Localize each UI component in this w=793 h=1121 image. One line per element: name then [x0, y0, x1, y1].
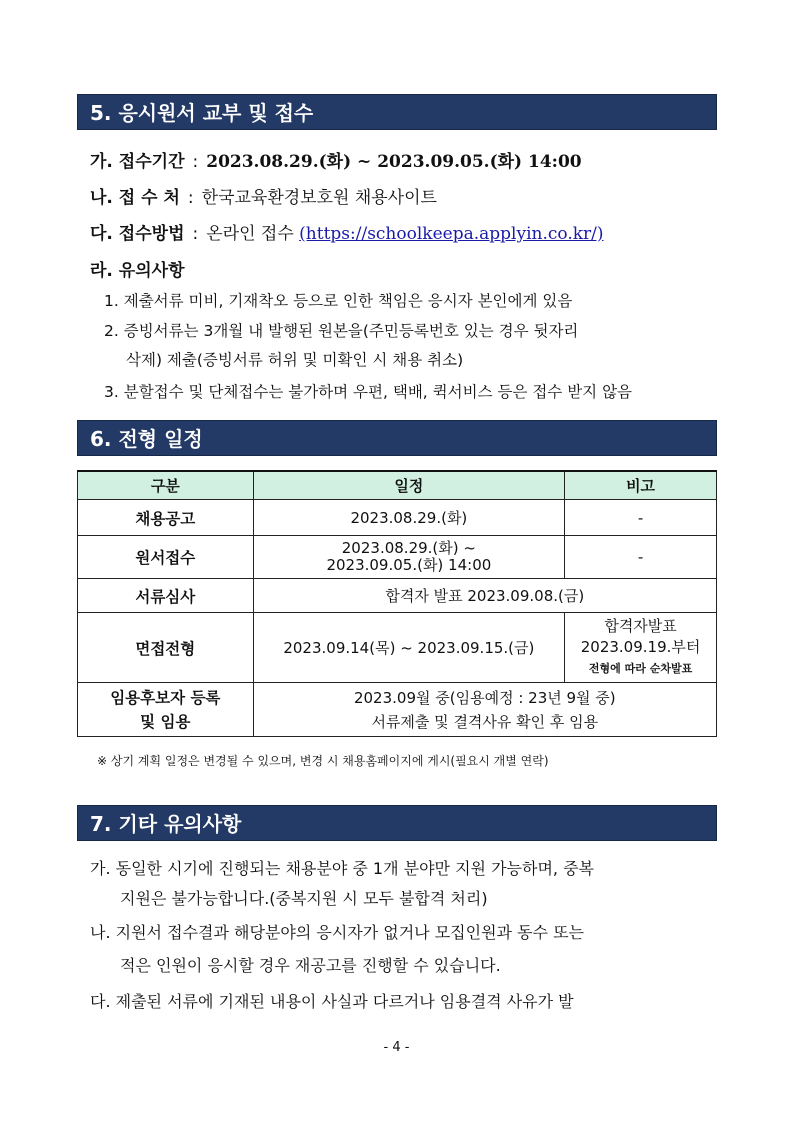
row-schedule-merged	[253, 683, 716, 737]
receipt-period-value: 2023.08.29.(화) ~ 2023.09.05.(화) 14:00	[206, 152, 582, 172]
schedule-line: 2023.09월 중(임용예정 : 23년 9월 중)	[353, 688, 616, 707]
header-remarks: 비고	[565, 471, 717, 500]
page-number: - 4 -	[383, 1040, 410, 1055]
receipt-method-line	[90, 219, 604, 244]
row-category: 서류심사	[78, 579, 254, 613]
row-category: 면접전형	[78, 613, 254, 683]
table-header-row	[78, 471, 717, 500]
caution-label: 라. 유의사항	[90, 261, 185, 281]
row-category: 원서접수	[78, 536, 254, 579]
schedule-table	[77, 470, 717, 737]
receipt-place-value: 한국교육환경보호원 채용사이트	[201, 188, 437, 208]
table-row	[78, 613, 717, 683]
separator: :	[187, 188, 194, 208]
section-7-header: 7. 기타 유의사항	[77, 805, 717, 841]
misc-item-2-cont: 적은 인원이 응시할 경우 재공고를 진행할 수 있습니다.	[120, 956, 501, 975]
row-category	[78, 683, 254, 737]
schedule-line: 2023.08.29.(화) ~	[341, 539, 476, 557]
receipt-method-label: 다. 접수방법	[90, 224, 185, 244]
misc-item-2: 나. 지원서 접수결과 해당분야의 응시자가 없거나 모집인원과 동수 또는	[90, 923, 584, 942]
receipt-place-label: 나. 접 수 처	[90, 188, 180, 208]
category-line: 임용후보자 등록	[110, 688, 221, 707]
row-schedule-merged: 합격자 발표 2023.09.08.(금)	[253, 579, 716, 613]
section-6-header: 6. 전형 일정	[77, 420, 717, 456]
row-remarks: -	[565, 500, 717, 536]
schedule-footnote: ※ 상기 계획 일정은 변경될 수 있으며, 변경 시 채용홈페이지에 게시(필요시 개별 연락)	[97, 754, 549, 768]
caution-item-1: 1. 제출서류 미비, 기재착오 등으로 인한 책임은 응시자 본인에게 있음	[104, 292, 573, 310]
receipt-place-line	[90, 183, 437, 208]
schedule-line: 서류제출 및 결격사유 확인 후 임용	[371, 712, 599, 731]
receipt-method-value: 온라인 접수	[206, 224, 294, 244]
schedule-line: 2023.09.05.(화) 14:00	[326, 556, 492, 574]
receipt-period-line	[90, 147, 582, 172]
receipt-period-label: 가. 접수기간	[90, 152, 185, 172]
remark-line: 합격자발표	[604, 617, 677, 635]
table-row	[78, 536, 717, 579]
row-remarks	[565, 613, 717, 683]
row-schedule	[253, 536, 565, 579]
row-remarks: -	[565, 536, 717, 579]
section-5-header: 5. 응시원서 교부 및 접수	[77, 94, 717, 130]
header-schedule: 일정	[253, 471, 565, 500]
table-row	[78, 500, 717, 536]
caution-heading	[90, 256, 185, 281]
misc-item-1-cont: 지원은 불가능합니다.(중복지원 시 모두 불합격 처리)	[120, 889, 488, 908]
remark-line: 전형에 따라 순차발표	[588, 662, 693, 675]
separator: :	[192, 224, 199, 244]
remark-line: 2023.09.19.부터	[580, 638, 701, 656]
caution-item-2: 2. 증빙서류는 3개월 내 발행된 원본을(주민등록번호 있는 경우 뒷자리	[104, 322, 579, 340]
separator: :	[192, 152, 199, 172]
misc-item-3: 다. 제출된 서류에 기재된 내용이 사실과 다르거나 임용결격 사유가 발	[90, 992, 574, 1011]
apply-site-link[interactable]: (https://schoolkeepa.applyin.co.kr/)	[299, 224, 604, 244]
category-line: 및 임용	[140, 712, 191, 731]
table-row	[78, 683, 717, 737]
table-row	[78, 579, 717, 613]
caution-item-2-cont: 삭제) 제출(증빙서류 허위 및 미확인 시 채용 취소)	[126, 351, 464, 369]
row-schedule: 2023.08.29.(화)	[253, 500, 565, 536]
row-category: 채용공고	[78, 500, 254, 536]
misc-item-1: 가. 동일한 시기에 진행되는 채용분야 중 1개 분야만 지원 가능하며, 중복	[90, 859, 594, 878]
row-schedule: 2023.09.14(목) ~ 2023.09.15.(금)	[253, 613, 565, 683]
caution-item-3: 3. 분할접수 및 단체접수는 불가하며 우편, 택배, 퀵서비스 등은 접수 받지 않음	[104, 383, 633, 401]
header-category: 구분	[78, 471, 254, 500]
